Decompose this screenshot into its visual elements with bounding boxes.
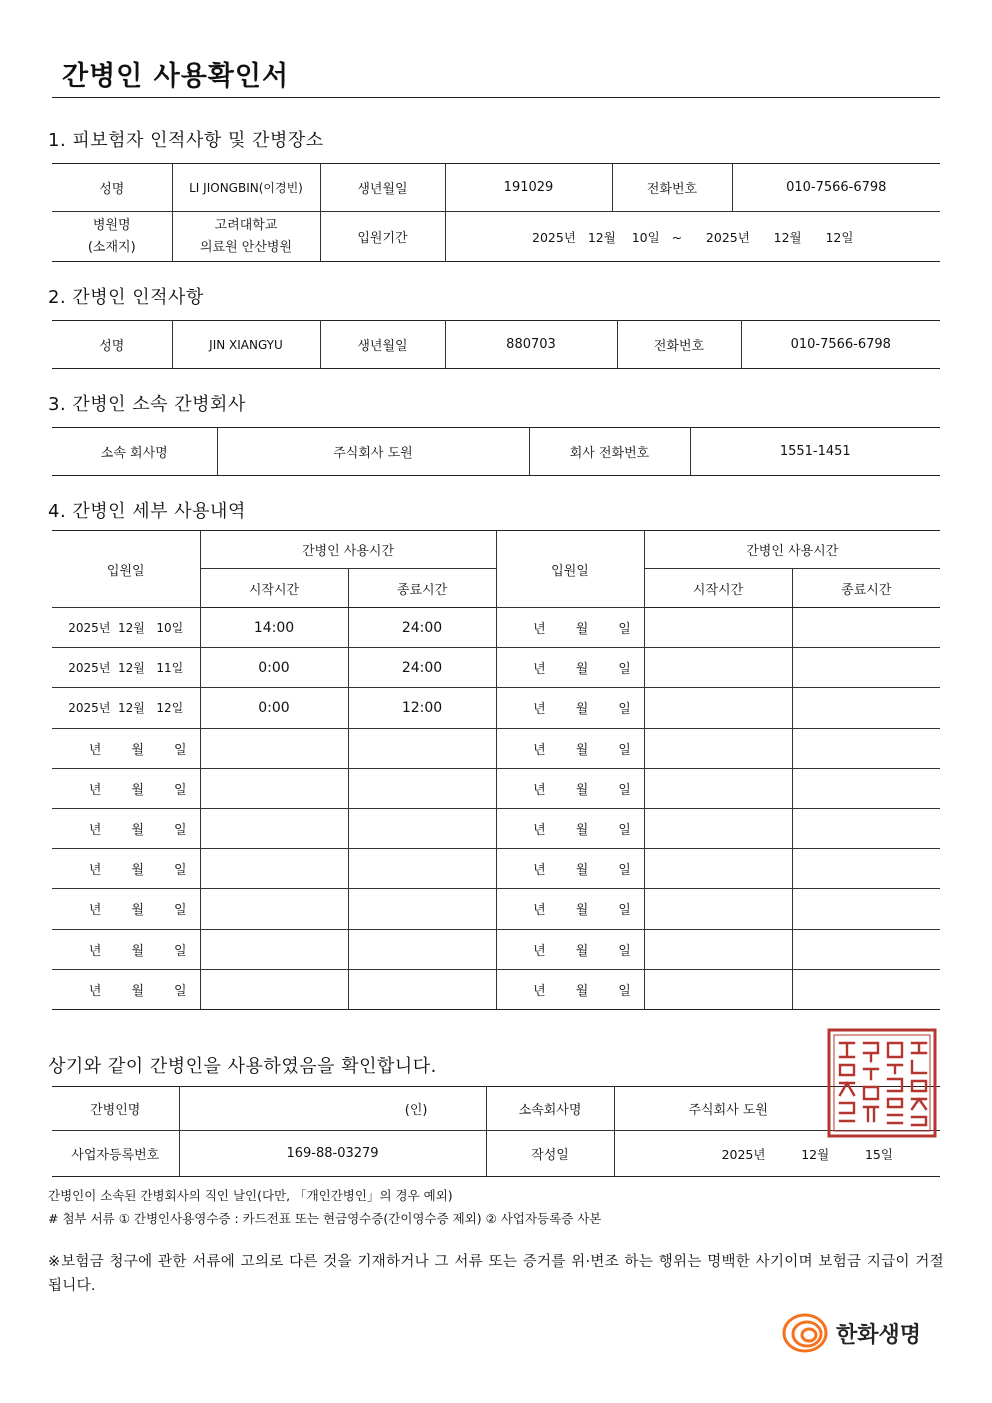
left-date-cell <box>52 929 200 969</box>
company-phone-label: 회사 전화번호 <box>529 428 690 476</box>
date-unit-m: 월 <box>575 943 589 959</box>
date-unit-d: 일 <box>618 782 631 798</box>
left-end-cell <box>348 929 496 969</box>
fraud-warning: ※보험금 청구에 관한 서류에 고의로 다른 것을 기재하거나 그 서류 또는 증거를 위·변조 하는 행위는 명백한 사기이며 보험금 지급이 거절됩니다. <box>48 1254 944 1294</box>
insured-phone-label: 전화번호 <box>612 164 732 212</box>
date-unit-m: 월 <box>575 782 589 798</box>
date-unit-d: 일 <box>618 662 631 678</box>
seal-mark-text: (인) <box>404 1103 428 1118</box>
usage-detail-table <box>52 530 940 1010</box>
date-unit-y: 년 <box>533 903 546 919</box>
company-info-table <box>52 427 940 476</box>
date-unit-m: 월 <box>131 782 145 798</box>
date-unit-d: 일 <box>174 863 187 879</box>
section-1-heading: 1. 피보험자 인적사항 및 간병장소 <box>48 130 324 151</box>
left-date-cell <box>52 969 200 1009</box>
table-row <box>52 929 940 969</box>
blank-date <box>89 980 187 999</box>
left-date-header: 입원일 <box>52 531 200 608</box>
date-unit-d: 일 <box>618 622 631 638</box>
right-date-cell <box>496 808 644 848</box>
date-unit-d: 일 <box>174 983 187 999</box>
left-end-cell <box>348 808 496 848</box>
right-date-cell <box>496 929 644 969</box>
left-date-cell <box>52 728 200 768</box>
date-unit-y: 년 <box>533 622 546 638</box>
right-start-cell <box>644 889 792 929</box>
left-end-cell: 12:00 <box>348 688 496 728</box>
blank-date <box>89 739 187 758</box>
admission-period-label: 입원기간 <box>320 212 445 262</box>
left-end-cell: 24:00 <box>348 608 496 648</box>
right-date-cell <box>496 648 644 688</box>
right-date-cell <box>496 768 644 808</box>
left-end-cell <box>348 768 496 808</box>
date-unit-m: 월 <box>131 742 145 758</box>
section-2-heading: 2. 간병인 인적사항 <box>48 287 204 308</box>
date-unit-d: 일 <box>618 983 631 999</box>
left-end-cell <box>348 728 496 768</box>
caregiver-phone-label: 전화번호 <box>617 321 741 369</box>
hospital-label <box>52 212 172 262</box>
right-end-cell <box>792 608 940 648</box>
date-unit-y: 년 <box>88 983 102 999</box>
blank-date <box>533 658 631 677</box>
date-unit-y: 년 <box>88 782 102 798</box>
business-number-label: 사업자등록번호 <box>52 1131 179 1177</box>
date-unit-d: 일 <box>618 742 631 758</box>
date-unit-y: 년 <box>533 823 546 839</box>
caregiver-birth-label: 생년월일 <box>320 321 445 369</box>
date-unit-y: 년 <box>533 983 546 999</box>
right-end-cell <box>792 648 940 688</box>
table-row <box>52 768 940 808</box>
blank-date <box>89 899 187 918</box>
table-row <box>52 688 940 728</box>
left-time-header: 간병인 사용시간 <box>200 531 496 569</box>
left-date-cell: 2025년 12월 10일 <box>52 608 200 648</box>
date-unit-y: 년 <box>533 782 546 798</box>
left-date-cell <box>52 768 200 808</box>
caregiver-name-value: JIN XIANGYU <box>172 321 320 369</box>
left-date-cell: 2025년 12월 12일 <box>52 688 200 728</box>
blank-date <box>89 859 187 878</box>
left-start-cell: 14:00 <box>200 608 348 648</box>
left-date-cell <box>52 808 200 848</box>
caregiver-sign-cell <box>179 1087 486 1131</box>
date-unit-y: 년 <box>533 943 546 959</box>
right-start-cell <box>644 648 792 688</box>
left-date-cell <box>52 849 200 889</box>
right-end-cell <box>792 808 940 848</box>
blank-date <box>533 980 631 999</box>
date-unit-y: 년 <box>88 903 102 919</box>
insured-info-table <box>52 163 940 262</box>
date-unit-d: 일 <box>174 782 187 798</box>
date-unit-y: 년 <box>533 742 546 758</box>
left-start-cell <box>200 849 348 889</box>
left-end-cell <box>348 849 496 889</box>
right-date-header: 입원일 <box>496 531 644 608</box>
blank-date <box>533 940 631 959</box>
hospital-value-line2: 의료원 안산병원 <box>199 239 293 255</box>
affiliated-company-value: 주식회사 도원 <box>614 1087 940 1131</box>
company-seal-stamp <box>826 1027 938 1139</box>
blank-date <box>533 899 631 918</box>
affiliated-company-label: 소속회사명 <box>486 1087 614 1131</box>
insured-birth-label: 생년월일 <box>320 164 445 212</box>
company-name-value: 주식회사 도원 <box>217 428 529 476</box>
blank-date <box>89 940 187 959</box>
left-start-cell <box>200 728 348 768</box>
left-date-cell <box>52 889 200 929</box>
date-unit-m: 월 <box>131 903 145 919</box>
table-row <box>52 849 940 889</box>
left-start-cell <box>200 889 348 929</box>
date-unit-y: 년 <box>88 742 102 758</box>
right-start-cell <box>644 929 792 969</box>
date-unit-y: 년 <box>88 943 102 959</box>
company-phone-value: 1551-1451 <box>690 428 940 476</box>
left-end-cell <box>348 969 496 1009</box>
right-end-cell <box>792 768 940 808</box>
seal-note: 간병인이 소속된 간병회사의 직인 날인(다만, 「개인간병인」의 경우 예외) <box>48 1188 453 1203</box>
date-unit-d: 일 <box>618 863 631 879</box>
hospital-label-line1: 병원명 <box>92 217 131 233</box>
left-date-cell: 2025년 12월 11일 <box>52 648 200 688</box>
right-start-cell <box>644 608 792 648</box>
date-unit-m: 월 <box>131 983 145 999</box>
right-date-cell <box>496 849 644 889</box>
left-end-cell: 24:00 <box>348 648 496 688</box>
date-unit-m: 월 <box>575 823 589 839</box>
left-start-cell <box>200 929 348 969</box>
blank-date <box>533 739 631 758</box>
blank-date <box>533 859 631 878</box>
insured-birth-value: 191029 <box>445 164 612 212</box>
blank-date <box>533 819 631 838</box>
attachment-note: # 첨부 서류 ① 간병인사용영수증 : 카드전표 또는 현금영수증(간이영수증 제외) ② 사업자등록증 사본 <box>48 1211 602 1226</box>
date-unit-d: 일 <box>618 903 631 919</box>
left-start-cell: 0:00 <box>200 648 348 688</box>
left-start-cell <box>200 768 348 808</box>
right-start-cell <box>644 728 792 768</box>
right-start-cell <box>644 849 792 889</box>
written-date-value: 2025년 12월 15일 <box>614 1131 940 1177</box>
right-time-header: 간병인 사용시간 <box>644 531 940 569</box>
left-start-cell <box>200 969 348 1009</box>
left-end-header: 종료시간 <box>348 569 496 608</box>
date-unit-y: 년 <box>533 863 546 879</box>
date-unit-m: 월 <box>575 983 589 999</box>
logo-text: 한화생명 <box>836 1323 922 1348</box>
left-start-cell <box>200 808 348 848</box>
right-start-cell <box>644 688 792 728</box>
date-unit-y: 년 <box>88 863 102 879</box>
table-row <box>52 608 940 648</box>
table-row <box>52 648 940 688</box>
table-row <box>52 969 940 1009</box>
right-end-cell <box>792 969 940 1009</box>
right-end-cell <box>792 849 940 889</box>
date-unit-m: 월 <box>131 863 145 879</box>
title-divider <box>52 97 940 98</box>
date-unit-m: 월 <box>575 622 589 638</box>
caregiver-name-label: 성명 <box>52 321 172 369</box>
date-unit-m: 월 <box>575 742 589 758</box>
date-unit-y: 년 <box>533 702 546 718</box>
date-unit-y: 년 <box>533 662 546 678</box>
date-unit-m: 월 <box>575 662 589 678</box>
right-start-header: 시작시간 <box>644 569 792 608</box>
right-end-cell <box>792 688 940 728</box>
confirmation-text: 상기와 같이 간병인을 사용하였음을 확인합니다. <box>48 1056 437 1077</box>
right-date-cell <box>496 728 644 768</box>
table-row <box>52 728 940 768</box>
table-row <box>52 808 940 848</box>
blank-date <box>533 698 631 717</box>
page-title: 간병인 사용확인서 <box>62 61 290 92</box>
insured-name-label: 성명 <box>52 164 172 212</box>
hospital-value-line1: 고려대학교 <box>214 217 278 233</box>
date-unit-m: 월 <box>131 943 145 959</box>
blank-date <box>533 779 631 798</box>
left-start-header: 시작시간 <box>200 569 348 608</box>
caregiver-birth-value: 880703 <box>445 321 617 369</box>
right-end-cell <box>792 728 940 768</box>
blank-date <box>89 819 187 838</box>
right-date-cell <box>496 608 644 648</box>
section-4-heading: 4. 간병인 세부 사용내역 <box>48 501 246 522</box>
table-row <box>52 889 940 929</box>
date-unit-m: 월 <box>575 863 589 879</box>
right-date-cell <box>496 688 644 728</box>
right-date-cell <box>496 889 644 929</box>
right-end-header: 종료시간 <box>792 569 940 608</box>
business-number-value: 169-88-03279 <box>179 1131 486 1177</box>
left-start-cell: 0:00 <box>200 688 348 728</box>
caregiver-phone-value: 010-7566-6798 <box>741 321 940 369</box>
left-end-cell <box>348 889 496 929</box>
date-unit-d: 일 <box>174 823 187 839</box>
written-date-label: 작성일 <box>486 1131 614 1177</box>
date-unit-d: 일 <box>618 823 631 839</box>
hospital-value <box>172 212 320 262</box>
blank-date <box>533 618 631 637</box>
confirmation-table <box>52 1086 940 1177</box>
date-unit-m: 월 <box>575 903 589 919</box>
right-end-cell <box>792 889 940 929</box>
blank-date <box>89 779 187 798</box>
date-unit-d: 일 <box>618 943 631 959</box>
insured-phone-value: 010-7566-6798 <box>732 164 940 212</box>
date-unit-d: 일 <box>174 903 187 919</box>
date-unit-m: 월 <box>131 823 145 839</box>
date-unit-y: 년 <box>88 823 102 839</box>
right-start-cell <box>644 969 792 1009</box>
right-start-cell <box>644 808 792 848</box>
section-3-heading: 3. 간병인 소속 간병회사 <box>48 394 246 415</box>
hospital-label-line2: (소재지) <box>87 239 136 255</box>
caregiver-info-table <box>52 320 940 369</box>
date-unit-d: 일 <box>174 943 187 959</box>
right-start-cell <box>644 768 792 808</box>
date-unit-d: 일 <box>174 742 187 758</box>
date-unit-m: 월 <box>575 702 589 718</box>
insured-name-value: LI JIONGBIN(이경빈) <box>172 164 320 212</box>
caregiver-sign-label: 간병인명 <box>52 1087 179 1131</box>
right-end-cell <box>792 929 940 969</box>
admission-period-value: 2025년 12월 10일 ~ 2025년 12월 12일 <box>445 212 940 262</box>
company-name-label: 소속 회사명 <box>52 428 217 476</box>
right-date-cell <box>496 969 644 1009</box>
date-unit-d: 일 <box>618 702 631 718</box>
